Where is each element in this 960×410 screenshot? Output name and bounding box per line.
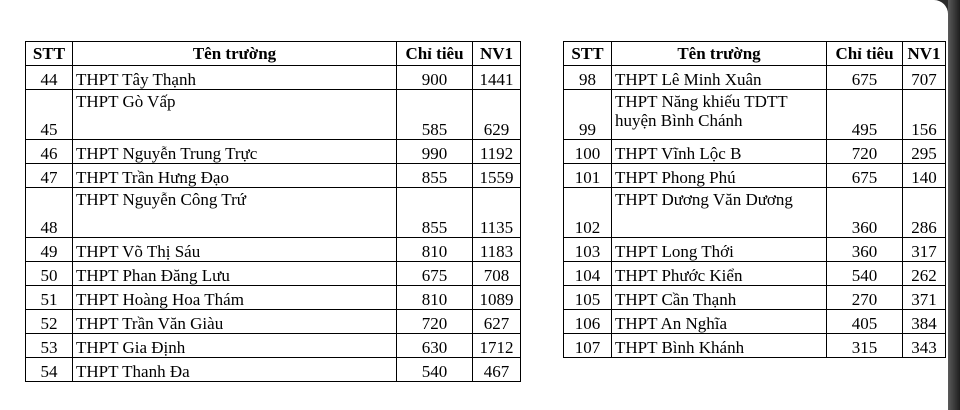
cell-stt: 100 [564,140,612,164]
cell-nv1: 371 [903,286,946,310]
table-row [564,90,946,140]
cell-nv1: 1559 [473,164,521,188]
cell-school-name: THPT Phong Phú [612,164,827,188]
table-row [26,334,521,358]
cell-quota: 810 [397,238,473,262]
header-school-name: Tên trường [73,42,397,66]
table-row [26,140,521,164]
table-row [564,140,946,164]
table-row [26,188,521,238]
cell-stt: 103 [564,238,612,262]
table-row [564,188,946,238]
table-row [564,286,946,310]
cell-nv1: 286 [903,188,946,238]
cell-quota: 360 [827,238,903,262]
table-row [26,262,521,286]
cell-nv1: 295 [903,140,946,164]
cell-school-name: THPT Nguyễn Công Trứ [73,188,397,238]
header-nv1: NV1 [473,42,521,66]
table-row [26,310,521,334]
header-row [26,42,521,66]
table-row [26,66,521,90]
cell-quota: 900 [397,66,473,90]
cell-quota: 675 [827,66,903,90]
cell-nv1: 384 [903,310,946,334]
cell-school-name: THPT Phước Kiển [612,262,827,286]
cell-stt: 107 [564,334,612,358]
cell-nv1: 1183 [473,238,521,262]
cell-school-name: THPT Long Thới [612,238,827,262]
cell-school-name: THPT Gia Định [73,334,397,358]
cell-school-name: THPT Trần Văn Giàu [73,310,397,334]
cell-nv1: 1712 [473,334,521,358]
table-row [26,238,521,262]
cell-quota: 495 [827,90,903,140]
header-school-name: Tên trường [612,42,827,66]
table-row [564,334,946,358]
cell-stt: 98 [564,66,612,90]
cell-quota: 540 [397,358,473,382]
cell-nv1: 627 [473,310,521,334]
cell-school-name: THPT Bình Khánh [612,334,827,358]
left-admissions-table [25,41,521,382]
cell-nv1: 156 [903,90,946,140]
cell-stt: 50 [26,262,73,286]
cell-quota: 855 [397,188,473,238]
cell-quota: 720 [827,140,903,164]
table-row [26,286,521,310]
table-row [564,164,946,188]
cell-stt: 49 [26,238,73,262]
cell-school-name: THPT Tây Thạnh [73,66,397,90]
cell-quota: 360 [827,188,903,238]
cell-stt: 99 [564,90,612,140]
school-name-line-1: THPT Năng khiếu TDTT [615,92,788,111]
table-row [564,262,946,286]
cell-stt: 101 [564,164,612,188]
cell-school-name: THPT Cần Thạnh [612,286,827,310]
cell-quota: 855 [397,164,473,188]
cell-school-name: THPT Trần Hưng Đạo [73,164,397,188]
cell-quota: 585 [397,90,473,140]
cell-school-name: THPT Nguyễn Trung Trực [73,140,397,164]
cell-stt: 105 [564,286,612,310]
cell-quota: 315 [827,334,903,358]
cell-nv1: 1192 [473,140,521,164]
cell-nv1: 629 [473,90,521,140]
cell-school-name: THPT Vĩnh Lộc B [612,140,827,164]
cell-stt: 52 [26,310,73,334]
cell-nv1: 317 [903,238,946,262]
header-nv1: NV1 [903,42,946,66]
school-name-line-2: huyện Bình Chánh [615,111,743,130]
cell-nv1: 707 [903,66,946,90]
cell-school-name: THPT Dương Văn Dương [612,188,827,238]
table-row [564,310,946,334]
cell-stt: 102 [564,188,612,238]
cell-stt: 45 [26,90,73,140]
cell-nv1: 467 [473,358,521,382]
cell-stt: 54 [26,358,73,382]
cell-stt: 48 [26,188,73,238]
cell-stt: 47 [26,164,73,188]
cell-quota: 540 [827,262,903,286]
cell-quota: 630 [397,334,473,358]
cell-stt: 104 [564,262,612,286]
table-row [564,238,946,262]
cell-nv1: 708 [473,262,521,286]
cell-school-name: THPT Võ Thị Sáu [73,238,397,262]
cell-school-name: THPT Lê Minh Xuân [612,66,827,90]
table-row [26,358,521,382]
cell-nv1: 343 [903,334,946,358]
cell-nv1: 1089 [473,286,521,310]
cell-nv1: 262 [903,262,946,286]
table-row [26,90,521,140]
cell-stt: 53 [26,334,73,358]
cell-nv1: 140 [903,164,946,188]
cell-quota: 720 [397,310,473,334]
cell-quota: 675 [397,262,473,286]
cell-school-name [612,90,827,140]
right-admissions-table [563,41,946,358]
header-row [564,42,946,66]
cell-quota: 990 [397,140,473,164]
cell-school-name: THPT Phan Đăng Lưu [73,262,397,286]
cell-quota: 810 [397,286,473,310]
cell-quota: 270 [827,286,903,310]
header-quota: Chỉ tiêu [827,42,903,66]
cell-school-name: THPT Hoàng Hoa Thám [73,286,397,310]
cell-stt: 44 [26,66,73,90]
header-quota: Chỉ tiêu [397,42,473,66]
header-stt: STT [26,42,73,66]
cell-stt: 51 [26,286,73,310]
cell-school-name: THPT Gò Vấp [73,90,397,140]
cell-stt: 106 [564,310,612,334]
table-row [564,66,946,90]
cell-nv1: 1441 [473,66,521,90]
screen-edge [948,0,960,410]
table-row [26,164,521,188]
cell-quota: 675 [827,164,903,188]
cell-quota: 405 [827,310,903,334]
cell-nv1: 1135 [473,188,521,238]
cell-school-name: THPT Thanh Đa [73,358,397,382]
cell-school-name: THPT An Nghĩa [612,310,827,334]
header-stt: STT [564,42,612,66]
cell-stt: 46 [26,140,73,164]
